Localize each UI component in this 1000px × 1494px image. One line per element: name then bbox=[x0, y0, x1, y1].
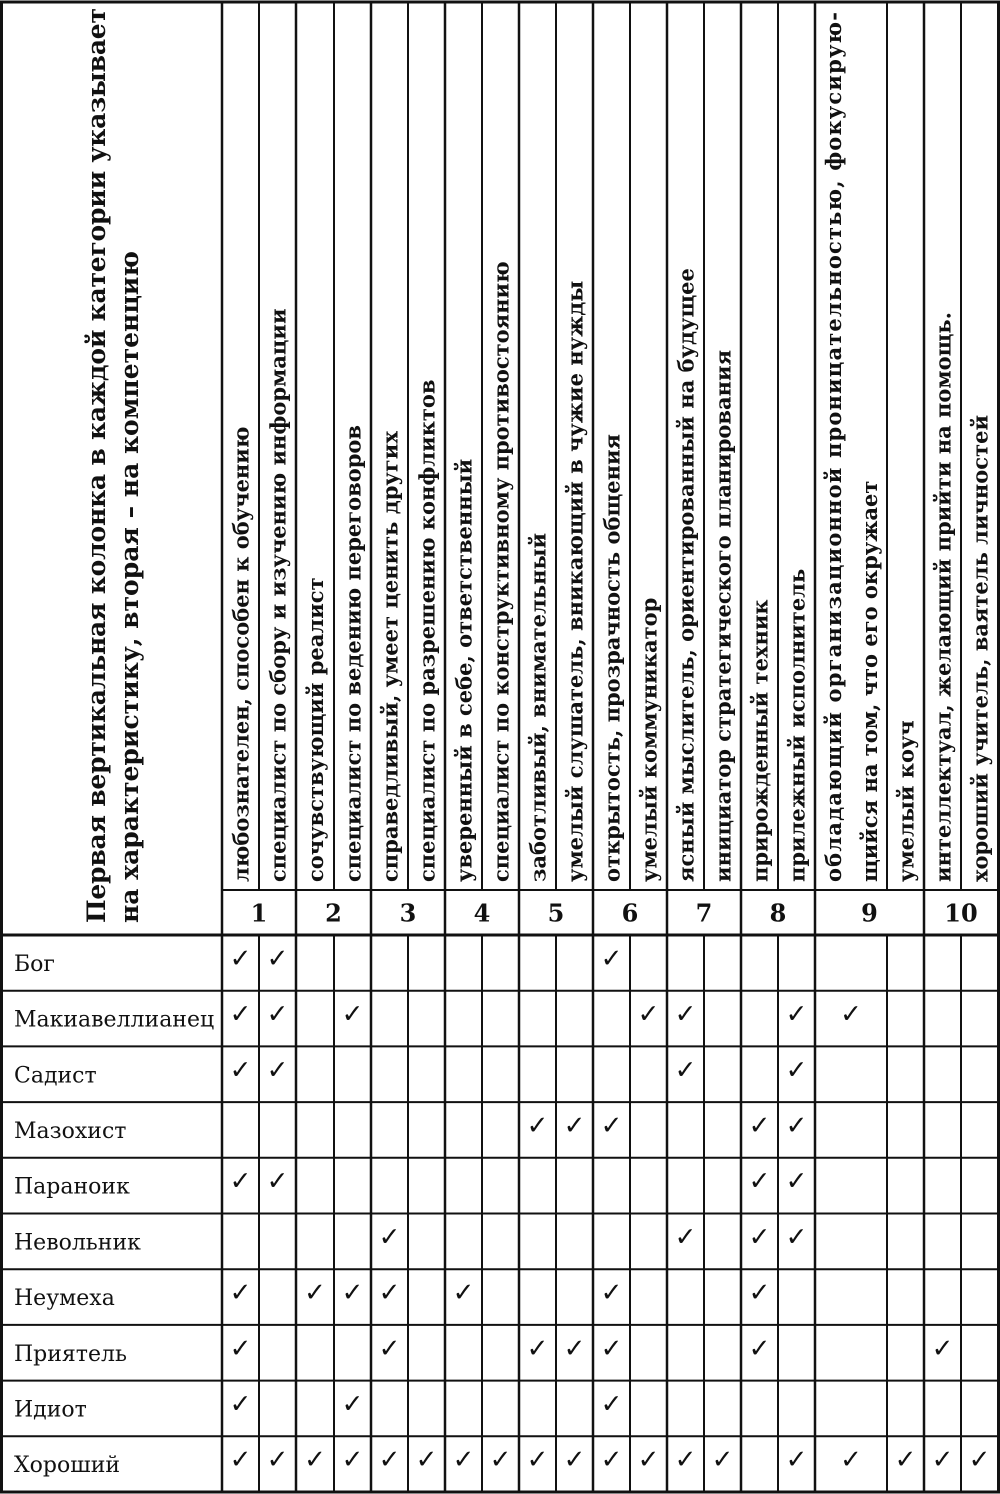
check-mark: ✓ bbox=[452, 1445, 475, 1476]
column-header-1: любознателен, способен к обучению bbox=[228, 426, 254, 882]
column-header-2: специалист по сбору и изучению информации bbox=[265, 308, 291, 882]
row-label: Идиот bbox=[14, 1397, 87, 1423]
check-marks bbox=[230, 944, 991, 1475]
column-header-14: инициатор стратегического планирования bbox=[710, 349, 736, 882]
check-mark: ✓ bbox=[785, 1166, 808, 1197]
check-mark: ✓ bbox=[452, 1278, 475, 1309]
check-mark: ✓ bbox=[785, 1222, 808, 1253]
column-header-16: прилежный исполнитель bbox=[784, 568, 810, 882]
check-mark: ✓ bbox=[341, 1389, 364, 1420]
column-header-20: хороший учитель, ваятель личностей bbox=[967, 414, 993, 882]
category-number-4: 4 bbox=[473, 898, 491, 928]
check-mark: ✓ bbox=[229, 1278, 252, 1309]
row-label: Приятель bbox=[14, 1341, 127, 1367]
check-mark: ✓ bbox=[378, 1278, 401, 1309]
check-mark: ✓ bbox=[600, 1110, 623, 1141]
check-mark: ✓ bbox=[931, 1333, 954, 1364]
column-header-9: заботливый, внимательный bbox=[525, 532, 551, 882]
category-number-2: 2 bbox=[325, 898, 342, 928]
check-mark: ✓ bbox=[304, 1278, 326, 1309]
check-mark: ✓ bbox=[600, 1389, 623, 1420]
column-header-13: ясный мыслитель, ориентированный на будущее bbox=[673, 268, 699, 882]
check-mark: ✓ bbox=[637, 1445, 660, 1476]
column-header-5: справедливый, умеет ценить других bbox=[377, 431, 403, 882]
check-mark: ✓ bbox=[748, 1222, 771, 1253]
column-header-19: интеллектуал, желающий прийти на помощь. bbox=[930, 312, 956, 882]
check-mark: ✓ bbox=[563, 1110, 586, 1141]
column-header-17-line-1: обладающий организационной проницательностью, фокусирую- bbox=[821, 12, 846, 882]
column-header-12: умелый коммуникатор bbox=[636, 597, 662, 882]
check-mark: ✓ bbox=[229, 999, 252, 1030]
check-mark: ✓ bbox=[711, 1445, 734, 1476]
check-mark: ✓ bbox=[229, 1333, 252, 1364]
row-labels bbox=[14, 952, 214, 1478]
row-label: Неумеха bbox=[14, 1286, 115, 1312]
intro-caption bbox=[82, 8, 144, 923]
column-header-8: специалист по конструктивному противостоянию bbox=[488, 261, 514, 882]
column-header-3: сочувствующий реалист bbox=[303, 577, 328, 882]
check-mark: ✓ bbox=[894, 1445, 917, 1476]
column-header-15: прирожденный техник bbox=[747, 599, 773, 882]
check-mark: ✓ bbox=[229, 1166, 252, 1197]
category-number-6: 6 bbox=[621, 898, 639, 928]
check-mark: ✓ bbox=[600, 1445, 623, 1476]
check-mark: ✓ bbox=[840, 999, 862, 1030]
check-mark: ✓ bbox=[266, 943, 289, 974]
check-mark: ✓ bbox=[266, 1055, 289, 1086]
check-mark: ✓ bbox=[931, 1445, 954, 1476]
check-mark: ✓ bbox=[526, 1110, 549, 1141]
check-mark: ✓ bbox=[785, 1445, 808, 1476]
row-label: Бог bbox=[14, 951, 55, 977]
check-mark: ✓ bbox=[341, 999, 364, 1030]
column-header-6: специалист по разрешению конфликтов bbox=[414, 379, 440, 882]
check-mark: ✓ bbox=[674, 1055, 697, 1086]
check-mark: ✓ bbox=[229, 1389, 252, 1420]
check-mark: ✓ bbox=[748, 1110, 771, 1141]
check-mark: ✓ bbox=[674, 999, 697, 1030]
check-mark: ✓ bbox=[266, 999, 289, 1030]
check-mark: ✓ bbox=[378, 1333, 401, 1364]
check-mark: ✓ bbox=[266, 1166, 289, 1197]
check-mark: ✓ bbox=[229, 1445, 252, 1476]
row-label: Мазохист bbox=[14, 1118, 127, 1144]
column-header-10: умелый слушатель, вникающий в чужие нужды bbox=[562, 280, 588, 882]
category-number-1: 1 bbox=[250, 898, 268, 928]
category-number-5: 5 bbox=[547, 898, 565, 928]
column-headers bbox=[229, 12, 993, 882]
row-label: Садист bbox=[14, 1063, 97, 1089]
check-mark: ✓ bbox=[840, 1445, 862, 1476]
row-label: Параноик bbox=[14, 1174, 130, 1200]
check-mark: ✓ bbox=[229, 1055, 252, 1086]
category-number-7: 7 bbox=[695, 898, 713, 928]
column-header-17-line-2: щийся на том, что его окружает bbox=[857, 480, 882, 882]
intro-line-1: Первая вертикальная колонка в каждой категории указывает bbox=[82, 8, 111, 923]
check-mark: ✓ bbox=[266, 1445, 289, 1476]
check-mark: ✓ bbox=[526, 1333, 549, 1364]
check-mark: ✓ bbox=[600, 1278, 623, 1309]
check-mark: ✓ bbox=[600, 943, 623, 974]
row-label: Хороший bbox=[14, 1453, 121, 1479]
check-mark: ✓ bbox=[378, 1222, 401, 1253]
category-number-9: 9 bbox=[861, 898, 878, 928]
category-numbers bbox=[251, 899, 978, 928]
check-mark: ✓ bbox=[229, 943, 252, 974]
check-mark: ✓ bbox=[415, 1445, 438, 1476]
check-mark: ✓ bbox=[785, 1110, 808, 1141]
check-mark: ✓ bbox=[341, 1445, 364, 1476]
check-mark: ✓ bbox=[637, 999, 660, 1030]
check-mark: ✓ bbox=[748, 1278, 771, 1309]
check-mark: ✓ bbox=[304, 1445, 326, 1476]
check-mark: ✓ bbox=[563, 1445, 586, 1476]
check-mark: ✓ bbox=[748, 1333, 771, 1364]
check-mark: ✓ bbox=[674, 1222, 697, 1253]
check-mark: ✓ bbox=[674, 1445, 697, 1476]
check-mark: ✓ bbox=[563, 1333, 586, 1364]
category-number-10: 10 bbox=[944, 898, 978, 928]
check-mark: ✓ bbox=[378, 1445, 401, 1476]
intro-line-2: на характеристику, вторая – на компетенцию bbox=[115, 251, 144, 923]
check-mark: ✓ bbox=[600, 1333, 623, 1364]
check-mark: ✓ bbox=[785, 999, 808, 1030]
check-mark: ✓ bbox=[526, 1445, 549, 1476]
column-header-11: открытость, прозрачность общения bbox=[599, 433, 625, 882]
column-header-18: умелый коуч bbox=[893, 720, 919, 882]
check-mark: ✓ bbox=[748, 1166, 771, 1197]
check-mark: ✓ bbox=[489, 1445, 512, 1476]
row-label: Макиавеллианец bbox=[14, 1007, 215, 1033]
check-mark: ✓ bbox=[341, 1278, 364, 1309]
column-header-4: специалист по ведению переговоров bbox=[340, 424, 366, 882]
column-header-7: уверенный в себе, ответственный bbox=[451, 458, 477, 882]
category-number-8: 8 bbox=[769, 898, 787, 928]
category-number-3: 3 bbox=[399, 898, 417, 928]
check-mark: ✓ bbox=[785, 1055, 808, 1086]
row-label: Невольник bbox=[14, 1230, 141, 1256]
check-mark: ✓ bbox=[968, 1445, 991, 1476]
